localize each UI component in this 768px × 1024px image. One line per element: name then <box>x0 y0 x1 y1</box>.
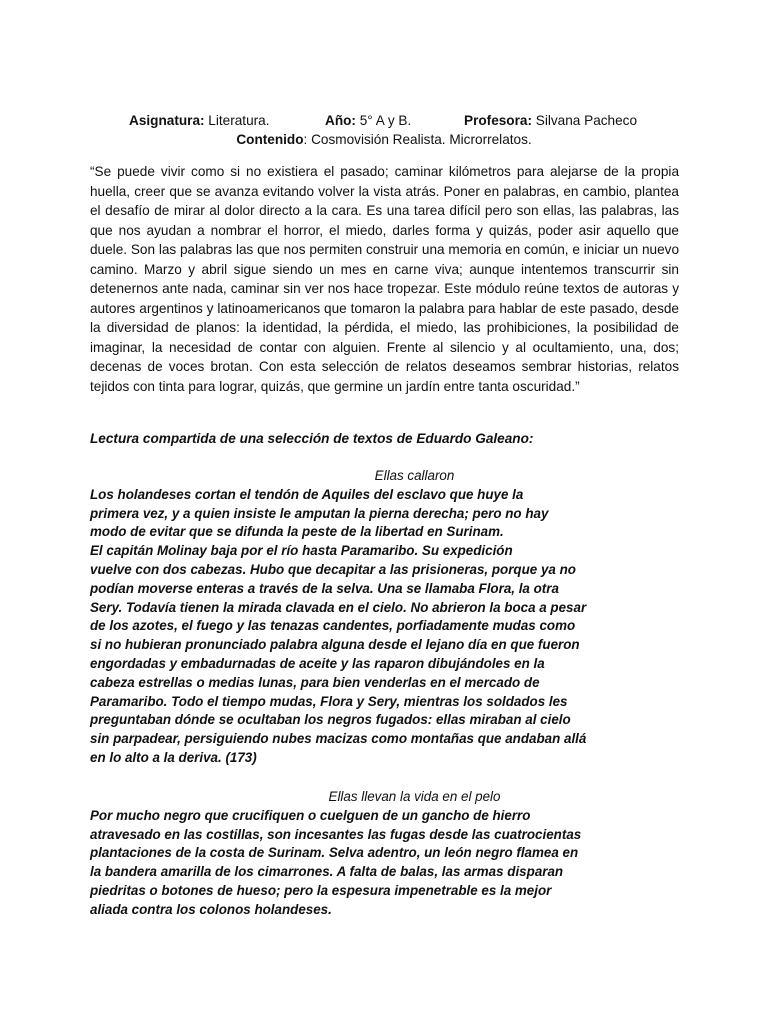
poem-line: en lo alto a la deriva. (173) <box>90 749 257 765</box>
poem-line: engordadas y embadurnadas de aceite y las raparon dibujándoles en la <box>90 655 545 671</box>
header-row <box>0 112 768 131</box>
poem-line: podían moverse enteras a través de la selva. Una se llamaba Flora, la otra <box>90 580 559 596</box>
contenido-line <box>0 131 768 149</box>
profesora-field <box>464 112 637 130</box>
poem-body <box>90 807 679 920</box>
anio-value: 5° A y B. <box>355 113 412 128</box>
poem-line: vuelve con dos cabezas. Hubo que decapitar a las prisioneras, porque ya no <box>90 561 576 577</box>
poem-line: primera vez, y a quien insiste le amputan la pierna derecha; pero no hay <box>90 505 549 521</box>
poem-title: Ellas llevan la vida en el pelo <box>328 789 501 804</box>
poem-ellas-llevan-la-vida <box>90 788 679 920</box>
anio-label: Año: <box>325 113 356 128</box>
poem-line: aliada contra los colonos holandeses. <box>90 901 332 917</box>
poem-line: de los azotes, el fuego y las tenazas candentes, porfiadamente mudas como <box>90 618 576 634</box>
poem-line: plantaciones de la costa de Surinam. Selva adentro, un león negro flamea en <box>90 845 579 861</box>
header-block <box>0 112 768 149</box>
poem-line: Paramaribo. Todo el tiempo mudas, Flora y Sery, mientras los soldados les <box>90 693 568 709</box>
poem-line: modo de evitar que se difunda la peste de la libertad en Surinam. <box>90 524 504 540</box>
poem-line: Sery. Todavía tienen la mirada clavada en el cielo. No abrieron la boca a pesar <box>90 599 587 615</box>
poem-line: piedritas o botones de hueso; pero la espesura impenetrable es la mejor <box>90 882 552 898</box>
poem-line: Por mucho negro que crucifiquen o cuelguen de un gancho de hierro <box>90 807 531 823</box>
poem-title: Ellas callaron <box>374 468 455 483</box>
poem-line: atravesado en las costillas, son incesantes las fugas desde las cuatrocientas <box>90 826 582 842</box>
poem-line: El capitán Molinay baja por el río hasta Paramaribo. Su expedición <box>90 543 513 559</box>
intro-quote: “Se puede vivir como si no existiera el pasado; caminar kilómetros para alejarse de la propia huella, creer que se avanza evitando volver la vista atrás. Poner en palabras, en cambio, plantea el desafío de mirar al dolor directo a la cara. Es una tarea difícil pero son ellas, las palabras, las que nos ayudan a nombrar el horror, el miedo, darles forma y quizás, poder asir aquello que duele. Son las palabras las que nos permiten construir una memoria en común, e iniciar un nuevo camino. Marzo y abril sigue siendo un mes en carne viva; aunque intentemos transcurrir sin detenernos ante nada, caminar sin ver nos hace tropezar. Este módulo reúne textos de autoras y autores argentinos y latinoamericanos que tomaron la palabra para hablar de este pasado, desde la diversidad de planos: la identidad, la pérdida, el miedo, las prohibiciones, la posibilidad de imaginar, la necesidad de contar con alguien. Frente al silencio y al ocultamiento, una, dos; decenas de voces brotan. Con esta selección de relatos deseamos sembrar historias, relatos tejidos con tinta para lograr, quizás, que germine un jardín entre tanta oscuridad.” <box>90 164 679 394</box>
asignatura-field <box>129 112 270 130</box>
lectura-heading: Lectura compartida de una selección de textos de Eduardo Galeano: <box>90 431 534 446</box>
contenido-value: : Cosmovisión Realista. Microrrelatos. <box>303 132 532 147</box>
profesora-label: Profesora: <box>464 113 532 128</box>
poem-line: sin parpadear, persiguiendo nubes macizas como montañas que andaban allá <box>90 731 587 747</box>
poem-line: Los holandeses cortan el tendón de Aquiles del esclavo que huye la <box>90 486 524 502</box>
contenido-label: Contenido <box>236 132 304 147</box>
poem-line: la bandera amarilla de los cimarrones. A falta de balas, las armas disparan <box>90 864 564 880</box>
asignatura-label: Asignatura: <box>129 113 205 128</box>
poem-line: cabeza estrellas o medias lunas, para bien venderlas en el mercado de <box>90 674 540 690</box>
profesora-value: Silvana Pacheco <box>532 113 638 128</box>
poem-ellas-callaron <box>90 467 679 768</box>
asignatura-value: Literatura. <box>204 113 270 128</box>
anio-field <box>325 112 411 130</box>
poem-body <box>90 486 679 768</box>
poem-line: si no hubieran pronunciado palabra alguna desde el lejano día en que fueron <box>90 637 580 653</box>
poem-line: preguntaban dónde se ocultaban los negros fugados: ellas miraban al cielo <box>90 712 571 728</box>
